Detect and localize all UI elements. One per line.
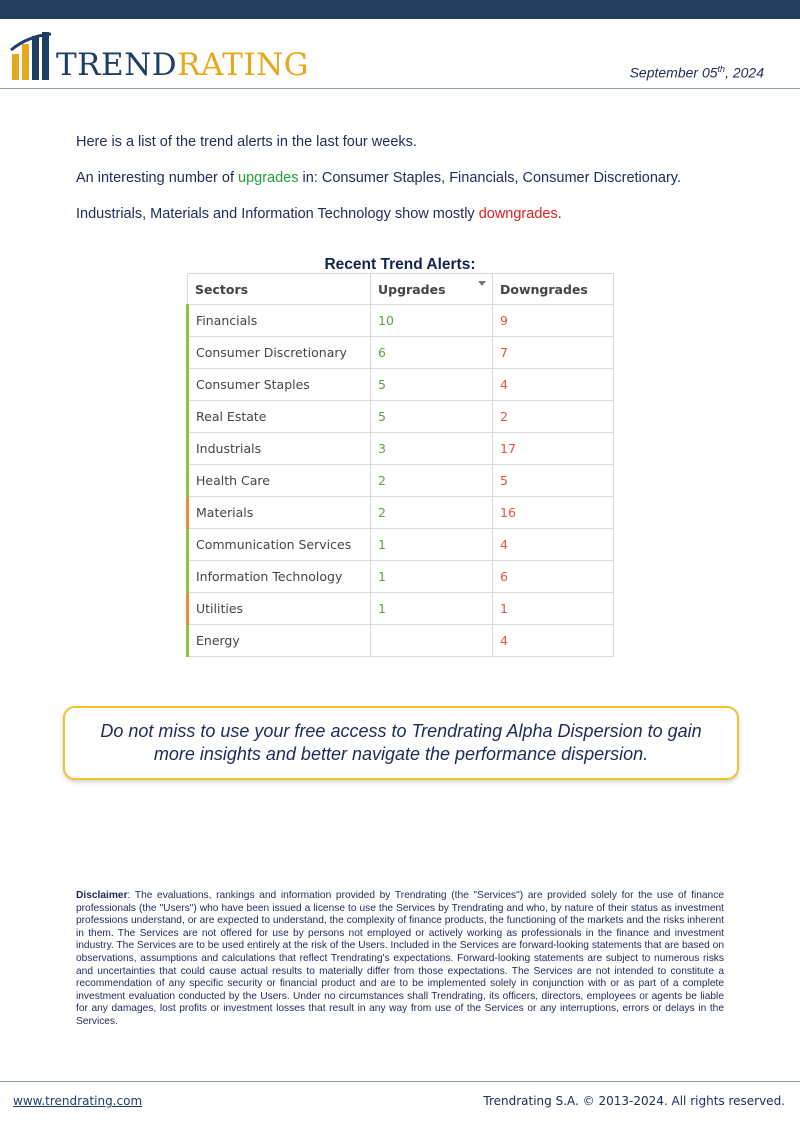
report-date: September 05th, 2024 xyxy=(629,64,764,81)
sector-cell: Utilities xyxy=(188,593,371,625)
disclaimer-label: Disclaimer xyxy=(76,890,128,901)
upgrades-cell: 5 xyxy=(371,369,493,401)
table-row xyxy=(188,337,614,369)
upgrades-cell: 2 xyxy=(371,465,493,497)
callout-text: Do not miss to use your free access to Trendrating Alpha Dispersion to gain more insights and better navigate the performance dispersion. xyxy=(100,721,702,764)
upgrades-cell: 1 xyxy=(371,529,493,561)
sector-cell: Communication Services xyxy=(188,529,371,561)
trend-alerts-table xyxy=(186,273,614,657)
disclaimer-text: : The evaluations, rankings and information provided by Trendrating (the "Services") are provided solely for the use of finance professionals (the "Users") who have been issued a license to use the Services by Trendrating and who, by nature of their status as investment professions understand, or are expected to understand, the complexity of finance products, the functioning of the markets and the risks inherent in them. The Services are not offered for use by persons not employed or actively working as professionals in the finance and investment industry. The Services are to be used entirely at the risk of the Users. Included in the Services are forward-looking statements that are based on observations, assumptions and calculations that reflect Trendrating's expectations. Forward-looking statements are subject to numerous risks and uncertainties that could cause actual results to materially differ from those expectations. The Services are not intended to constitute a recommendation of any specific security or financial product and are to be implemented solely in conjunction with or as part of a complete investment evaluation conducted by the Users. Under no circumstances shall Trendrating, its officers, directors, employees or agents be liable for any damages, lost profits or investment losses that result in any way from use of the Services or any interruptions, errors or delays in the Services. xyxy=(76,890,724,1027)
table-row xyxy=(188,529,614,561)
sector-cell: Financials xyxy=(188,305,371,337)
top-bar xyxy=(0,0,800,19)
upgrades-cell: 5 xyxy=(371,401,493,433)
disclaimer xyxy=(76,890,724,1029)
table-row xyxy=(188,465,614,497)
sector-cell: Materials xyxy=(188,497,371,529)
table-row xyxy=(188,369,614,401)
website-link[interactable]: www.trendrating.com xyxy=(13,1094,143,1108)
column-header-downgrades[interactable]: Downgrades xyxy=(493,274,614,305)
downgrades-cell: 7 xyxy=(493,337,614,369)
footer-divider xyxy=(0,1081,800,1082)
upgrades-cell: 2 xyxy=(371,497,493,529)
sector-cell: Consumer Discretionary xyxy=(188,337,371,369)
alpha-dispersion-callout xyxy=(63,706,739,780)
upgrades-cell xyxy=(371,625,493,657)
table-row xyxy=(188,433,614,465)
sector-cell: Real Estate xyxy=(188,401,371,433)
intro-line-3: Industrials, Materials and Information Technology show mostly downgrades. xyxy=(76,206,562,222)
downgrades-highlight: downgrades xyxy=(478,206,558,222)
upgrades-cell: 1 xyxy=(371,593,493,625)
table-row xyxy=(188,593,614,625)
table-row xyxy=(188,305,614,337)
table-row xyxy=(188,625,614,657)
table-row xyxy=(188,401,614,433)
table-header-row xyxy=(188,274,614,305)
upgrades-cell: 3 xyxy=(371,433,493,465)
downgrades-cell: 17 xyxy=(493,433,614,465)
sort-descending-icon[interactable] xyxy=(478,281,486,286)
downgrades-cell: 1 xyxy=(493,593,614,625)
downgrades-cell: 5 xyxy=(493,465,614,497)
downgrades-cell: 4 xyxy=(493,369,614,401)
downgrades-cell: 6 xyxy=(493,561,614,593)
downgrades-cell: 16 xyxy=(493,497,614,529)
intro-line-2: An interesting number of upgrades in: Consumer Staples, Financials, Consumer Discretionary. xyxy=(76,170,681,186)
downgrades-cell: 2 xyxy=(493,401,614,433)
column-header-sectors[interactable]: Sectors xyxy=(188,274,371,305)
logo-bars-icon xyxy=(10,30,52,82)
downgrades-cell: 9 xyxy=(493,305,614,337)
sector-cell: Energy xyxy=(188,625,371,657)
table-row xyxy=(188,561,614,593)
upgrades-highlight: upgrades xyxy=(238,170,299,186)
upgrades-cell: 10 xyxy=(371,305,493,337)
downgrades-cell: 4 xyxy=(493,529,614,561)
sector-cell: Health Care xyxy=(188,465,371,497)
logo-text: TRENDRATING xyxy=(56,47,309,83)
intro-line-1: Here is a list of the trend alerts in the last four weeks. xyxy=(76,134,417,150)
sector-cell: Consumer Staples xyxy=(188,369,371,401)
upgrades-cell: 1 xyxy=(371,561,493,593)
header-divider xyxy=(0,88,800,89)
table-title: Recent Trend Alerts: xyxy=(324,256,476,273)
column-header-upgrades[interactable]: Upgrades xyxy=(371,274,493,305)
table-row xyxy=(188,497,614,529)
intro-text xyxy=(76,133,756,241)
sector-cell: Information Technology xyxy=(188,561,371,593)
downgrades-cell: 4 xyxy=(493,625,614,657)
sector-cell: Industrials xyxy=(188,433,371,465)
upgrades-cell: 6 xyxy=(371,337,493,369)
logo xyxy=(10,30,309,82)
copyright-text: Trendrating S.A. © 2013-2024. All rights reserved. xyxy=(483,1094,785,1108)
